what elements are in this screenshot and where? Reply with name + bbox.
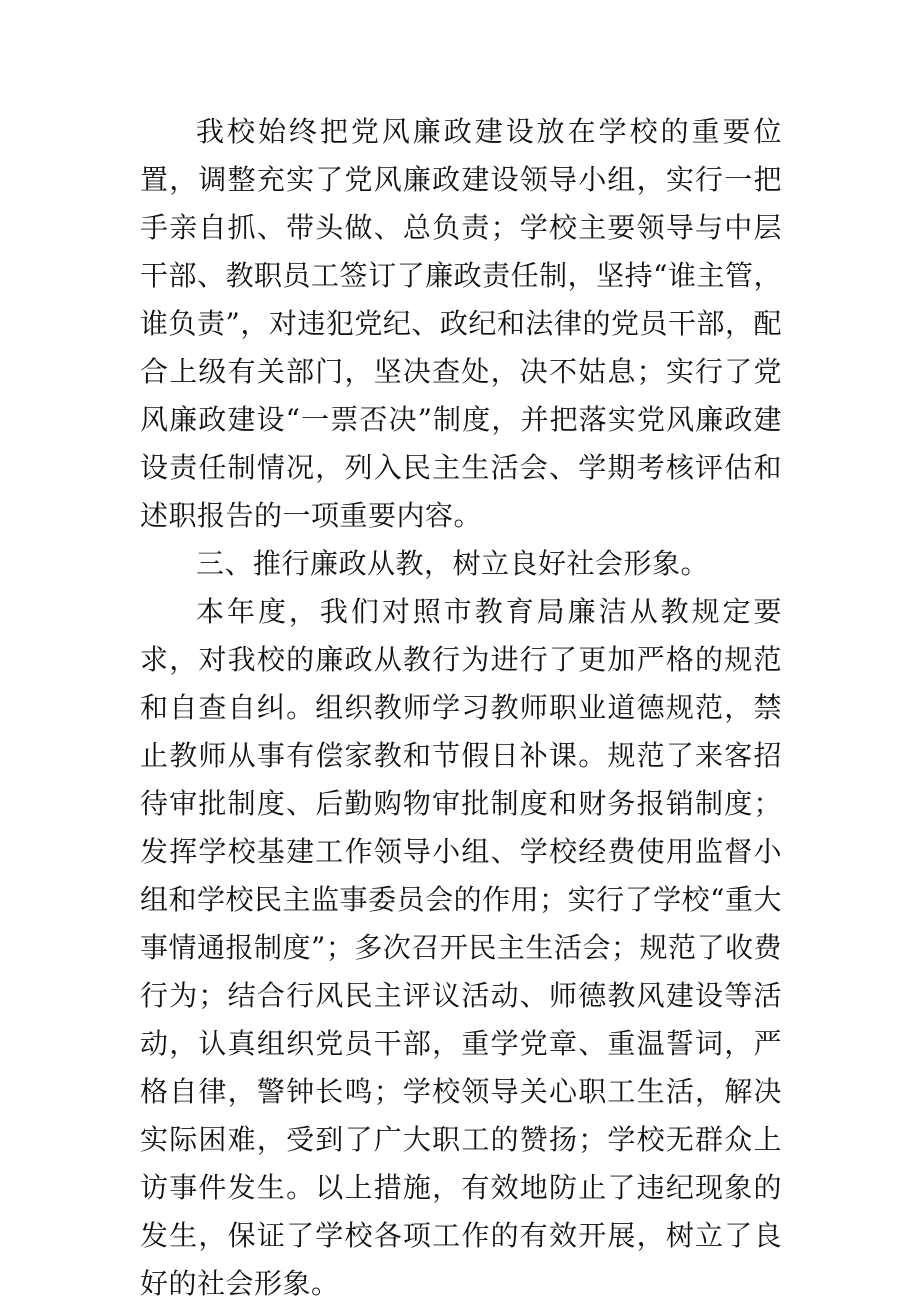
- section-heading-integrity: 三、推行廉政从教，树立良好社会形象。: [196, 547, 710, 580]
- document-body: [140, 108, 782, 1308]
- paragraph-party-conduct: 我校始终把党风廉政建设放在学校的重要位置，调整充实了党风廉政建设领导小组，实行一把手亲自抓、带头做、总负责；学校主要领导与中层干部、教职员工签订了廉政责任制，坚持“谁主管，谁负责”，对违犯党纪、政纪和法律的党员干部，配合上级有关部门，坚决查处，决不姑息；实行了党风廉政建设“一票否决”制度，并把落实党风廉政建设责任制情况，列入民主生活会、学期考核评估和述职报告的一项重要内容。: [140, 115, 782, 532]
- paragraph-integrity-measures: 本年度，我们对照市教育局廉洁从教规定要求，对我校的廉政从教行为进行了更加严格的规范和自查自纠。组织教师学习教师职业道德规范，禁止教师从事有偿家教和节假日补课。规范了来客招待审批制度、后勤购物审批制度和财务报销制度；发挥学校基建工作领导小组、学校经费使用监督小组和学校民主监事委员会的作用；实行了学校“重大事情通报制度”；多次召开民主生活会；规范了收费行为；结合行风民主评议活动、师德教风建设等活动，认真组织党员干部，重学党章、重温誓词，严格自律，警钟长鸣；学校领导关心职工生活，解决实际困难，受到了广大职工的赞扬；学校无群众上访事件发生。以上措施，有效地防止了违纪现象的发生，保证了学校各项工作的有效开展，树立了良好的社会形象。: [140, 595, 782, 1300]
